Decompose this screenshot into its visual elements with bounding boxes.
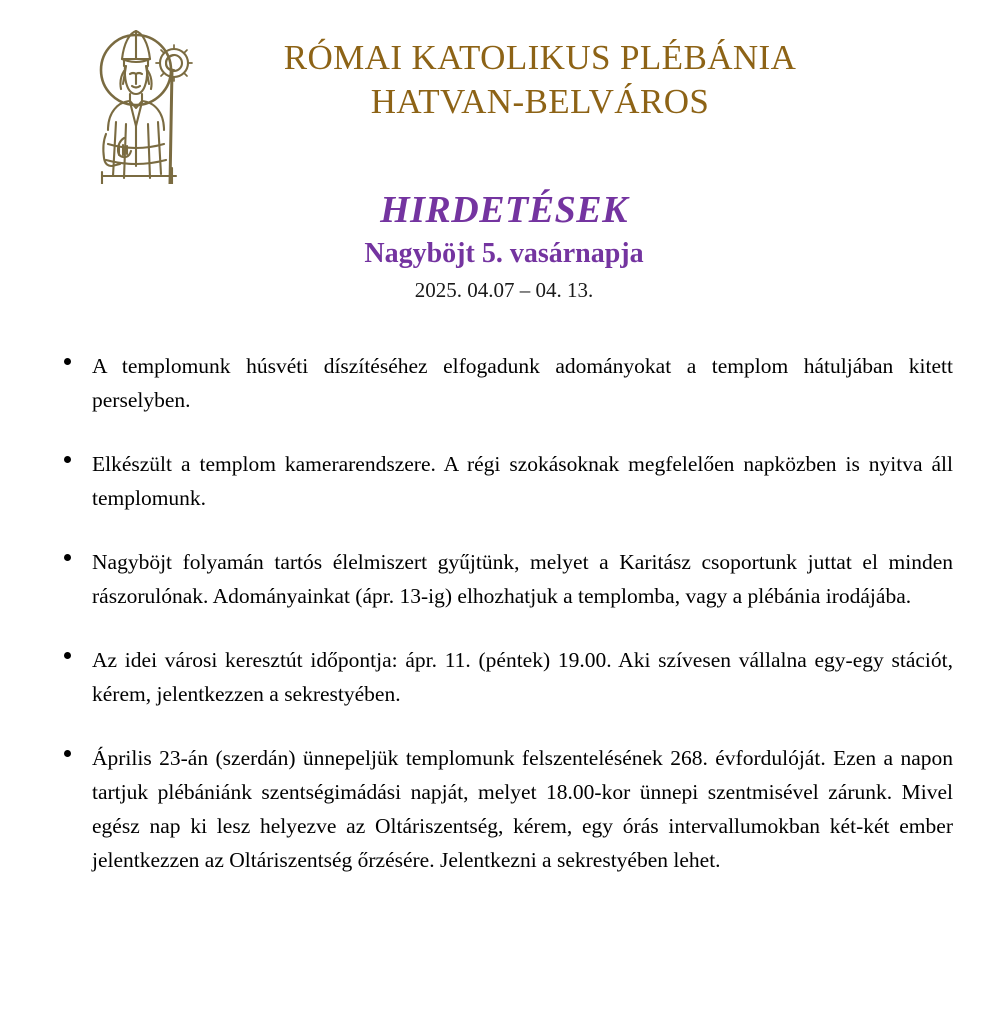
announcement-text: Az idei városi keresztút időpontja: ápr. 11. (péntek) 19.00. Aki szívesen vállalna egy-egy stációt, kérem, jelentkezzen a sekrestyében. bbox=[92, 648, 953, 706]
bullet-icon bbox=[64, 358, 71, 365]
list-item bbox=[0, 349, 1008, 417]
list-item bbox=[0, 447, 1008, 515]
page-subtitle: Nagyböjt 5. vasárnapja bbox=[364, 238, 644, 269]
bullet-icon bbox=[64, 750, 71, 757]
parish-name-line-2: HATVAN-BELVÁROS bbox=[370, 82, 710, 121]
document-title-block bbox=[0, 186, 1008, 305]
announcement-list bbox=[0, 349, 1008, 877]
list-item bbox=[0, 741, 1008, 877]
announcement-text: Április 23-án (szerdán) ünnepeljük templomunk felszentelésének 268. évfordulóját. Ezen a napon tartjuk plébániánk szentségimádási napját, melyet 18.00-kor ünnepi szentmisével zárunk. Mivel egész nap ki lesz helyezve az Oltáriszentség, kérem, egy órás intervallumokban két-két ember jelentkezzen az Oltáriszentség őrzésére. Jelentkezni a sekrestyében lehet. bbox=[92, 746, 953, 872]
announcement-text: Elkészült a templom kamerarendszere. A régi szokásoknak megfelelően napközben is nyitva áll templomunk. bbox=[92, 452, 953, 510]
bullet-icon bbox=[64, 456, 71, 463]
date-range: 2025. 04.07 – 04. 13. bbox=[414, 278, 594, 302]
parish-name-line-1: RÓMAI KATOLIKUS PLÉBÁNIA bbox=[283, 38, 797, 77]
bullet-icon bbox=[64, 554, 71, 561]
page-header bbox=[0, 0, 1008, 310]
list-item bbox=[0, 545, 1008, 613]
list-item bbox=[0, 643, 1008, 711]
page-title: HIRDETÉSEK bbox=[380, 189, 628, 231]
bullet-icon bbox=[64, 652, 71, 659]
announcement-text: A templomunk húsvéti díszítéséhez elfogadunk adományokat a templom hátuljában kitett perselyben. bbox=[92, 354, 953, 412]
parish-name-heading bbox=[180, 36, 900, 124]
announcement-text: Nagyböjt folyamán tartós élelmiszert gyűjtünk, melyet a Karitász csoportunk juttat el minden rászorulónak. Adományainkat (ápr. 13-ig) elhozhatjuk a templomba, vagy a plébánia irodájába. bbox=[92, 550, 953, 608]
